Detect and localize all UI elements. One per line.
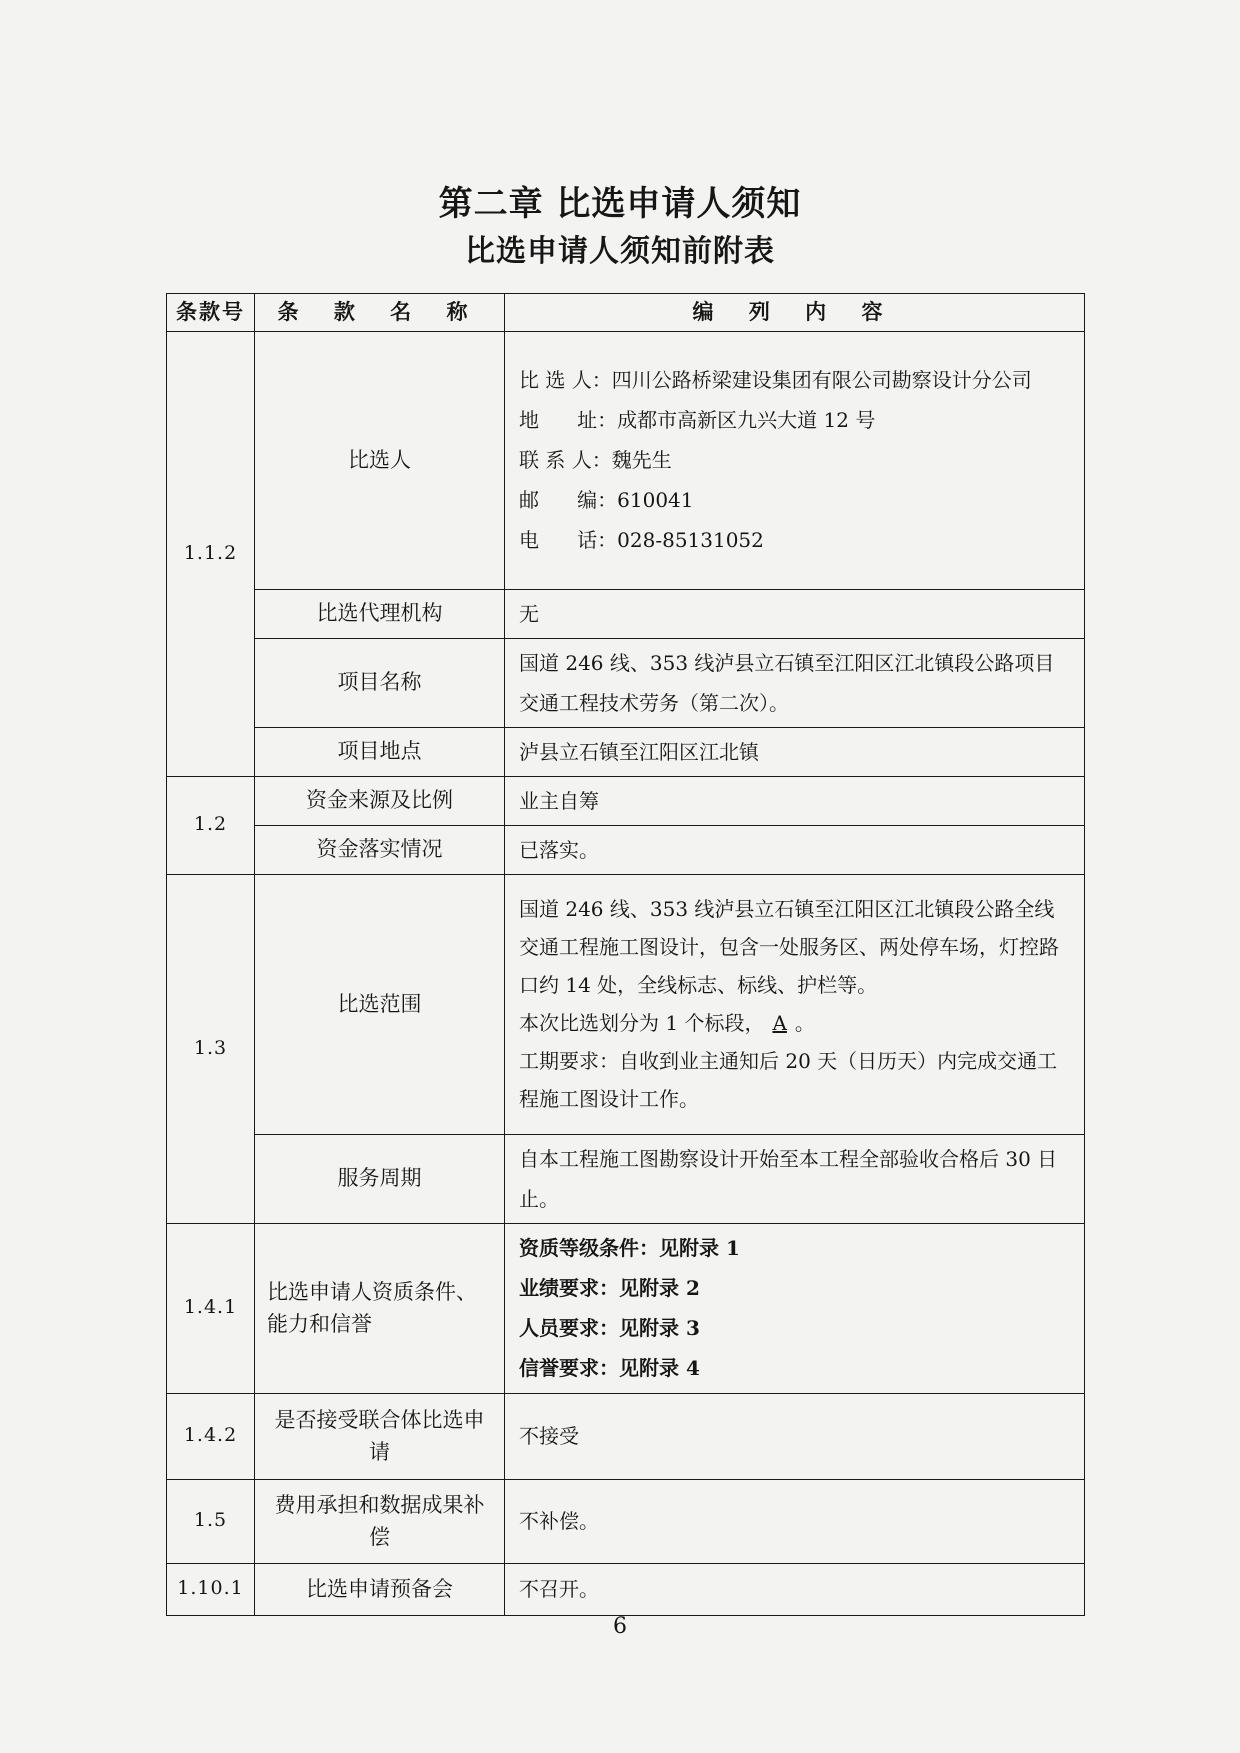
period-text: 工期要求：自收到业主通知后 20 天（日历天）内完成交通工程施工图设计工作。 xyxy=(519,1049,1058,1112)
clause-name: 比选申请预备会 xyxy=(255,1563,505,1615)
performance-requirement: 业绩要求：见附录 2 xyxy=(519,1276,700,1301)
qualification-requirement: 资质等级条件：见附录 1 xyxy=(519,1236,740,1261)
table-row xyxy=(167,638,1085,727)
clause-name: 资金落实情况 xyxy=(255,825,505,874)
clause-content: 国道 246 线、353 线泸县立石镇至江阳区江北镇段公路项目交通工程技术劳务（第二次）。 xyxy=(505,638,1085,727)
contractor-label: 比 选 人： xyxy=(519,368,612,393)
table-row xyxy=(167,1563,1085,1615)
clause-content: 泸县立石镇至江阳区江北镇 xyxy=(505,727,1085,776)
clause-name: 比选申请人资质条件、能力和信誉 xyxy=(255,1223,505,1393)
clause-content: 无 xyxy=(505,589,1085,638)
table-row xyxy=(167,331,1085,589)
lots-suffix: 。 xyxy=(794,1011,815,1036)
page-number: 6 xyxy=(613,1614,627,1639)
personnel-requirement: 人员要求：见附录 3 xyxy=(519,1316,700,1341)
clause-number: 1.1.2 xyxy=(167,331,255,776)
phone-line xyxy=(519,520,1074,560)
clause-content: 不召开。 xyxy=(505,1563,1085,1615)
clause-number: 1.5 xyxy=(167,1479,255,1563)
clause-name: 是否接受联合体比选申请 xyxy=(255,1393,505,1479)
clause-content: 已落实。 xyxy=(505,825,1085,874)
table-row xyxy=(167,1223,1085,1393)
header-clause-name: 条 款 名 称 xyxy=(255,294,505,332)
instructions-table xyxy=(166,293,1085,1616)
table-row xyxy=(167,1479,1085,1563)
table-row xyxy=(167,589,1085,638)
clause-content: 自本工程施工图勘察设计开始至本工程全部验收合格后 30 日止。 xyxy=(505,1134,1085,1223)
clause-name: 服务周期 xyxy=(255,1134,505,1223)
table-row xyxy=(167,727,1085,776)
postcode-line xyxy=(519,480,1074,520)
contractor-line xyxy=(519,360,1074,400)
clause-content: 业主自筹 xyxy=(505,776,1085,825)
table-row xyxy=(167,1134,1085,1223)
phone-label: 电 话： xyxy=(519,528,618,553)
lots-value: A xyxy=(772,1011,787,1036)
clause-number: 1.2 xyxy=(167,776,255,874)
clause-number: 1.10.1 xyxy=(167,1563,255,1615)
contact-label: 联 系 人： xyxy=(519,448,612,473)
clause-name: 费用承担和数据成果补偿 xyxy=(255,1479,505,1563)
clause-number: 1.3 xyxy=(167,874,255,1223)
clause-name: 比选人 xyxy=(255,331,505,589)
table-row xyxy=(167,874,1085,1134)
table-title: 比选申请人须知前附表 xyxy=(465,234,775,269)
address-line xyxy=(519,400,1074,440)
table-row xyxy=(167,1393,1085,1479)
credit-requirement: 信誉要求：见附录 4 xyxy=(519,1356,700,1381)
lots-line xyxy=(519,1004,1074,1042)
address-label: 地 址： xyxy=(519,408,618,433)
address-value: 成都市高新区九兴大道 12 号 xyxy=(617,408,876,433)
clause-name: 比选代理机构 xyxy=(255,589,505,638)
clause-name: 项目地点 xyxy=(255,727,505,776)
chapter-title: 第二章 比选申请人须知 xyxy=(438,184,802,224)
scope-text: 国道 246 线、353 线泸县立石镇至江阳区江北镇段公路全线交通工程施工图设计，包含一处服务区、两处停车场，灯控路口约 14 处，全线标志、标线、护栏等。 xyxy=(519,897,1059,998)
clause-content: 不补偿。 xyxy=(505,1479,1085,1563)
clause-name: 项目名称 xyxy=(255,638,505,727)
clause-content: 不接受 xyxy=(505,1393,1085,1479)
clause-content xyxy=(505,1223,1085,1393)
contact-line xyxy=(519,440,1074,480)
clause-number: 1.4.2 xyxy=(167,1393,255,1479)
table-row xyxy=(167,825,1085,874)
phone-value: 028-85131052 xyxy=(617,528,764,553)
contractor-value: 四川公路桥梁建设集团有限公司勘察设计分公司 xyxy=(611,368,1032,393)
clause-name: 资金来源及比例 xyxy=(255,776,505,825)
table-row xyxy=(167,776,1085,825)
lots-prefix: 本次比选划分为 1 个标段， xyxy=(519,1011,765,1036)
clause-content xyxy=(505,331,1085,589)
contact-value: 魏先生 xyxy=(611,448,672,473)
header-clause-no: 条款号 xyxy=(167,294,255,332)
clause-name: 比选范围 xyxy=(255,874,505,1134)
postcode-label: 邮 编： xyxy=(519,488,618,513)
clause-number: 1.4.1 xyxy=(167,1223,255,1393)
table-header-row xyxy=(167,294,1085,332)
header-content: 编 列 内 容 xyxy=(505,294,1085,332)
clause-content xyxy=(505,874,1085,1134)
postcode-value: 610041 xyxy=(617,488,694,513)
